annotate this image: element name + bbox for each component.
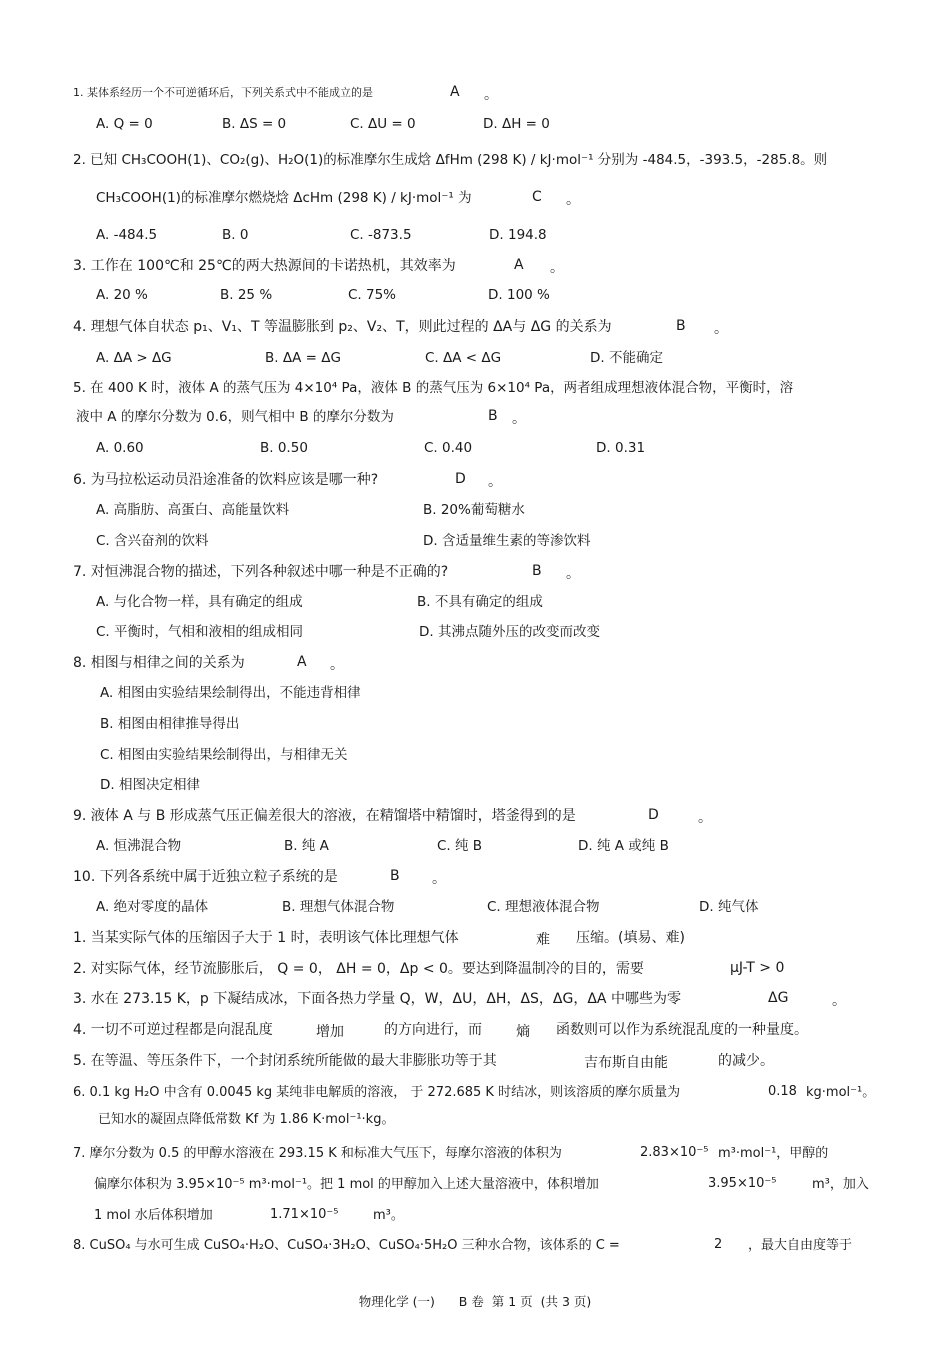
fill7-text-f: m³。 [373,1208,404,1223]
fill6-text-b: kg·mol⁻¹。 [806,1085,876,1100]
fill1-answer: 难 [536,932,550,948]
q9-option-b: B. 纯 A [284,838,329,854]
fill7-answer-1: 2.83×10⁻⁵ [640,1145,709,1160]
q3-option-b: B. 25 % [220,287,273,303]
q5-option-a: A. 0.60 [96,440,144,456]
q10-option-b: B. 理想气体混合物 [282,899,395,915]
fill7-text-d: m³，加入 [812,1177,869,1192]
fill2-text-a: 2. 对实际气体，经节流膨胀后， Q = 0， ΔH = 0，Δp < 0。要达到降温制冷的目的，需要 [73,961,644,977]
q3-stem: 3. 工作在 100℃和 25℃的两大热源间的卡诺热机，其效率为 [73,258,456,274]
q8-option-a: A. 相图由实验结果绘制得出，不能违背相律 [100,685,361,701]
q10-option-d: D. 纯气体 [699,899,759,915]
fill6-text-a: 6. 0.1 kg H₂O 中含有 0.0045 kg 某纯非电解质的溶液， 于 272.685 K 时结冰，则该溶质的摩尔质量为 [73,1085,681,1100]
q4-answer: B [676,318,686,334]
q1-end: 。 [484,87,498,103]
q2-answer: C [532,189,542,205]
q10-option-a: A. 绝对零度的晶体 [96,899,209,915]
fill7-answer-2: 3.95×10⁻⁵ [708,1176,777,1191]
fill3-text-a: 3. 水在 273.15 K，p 下凝结成冰，下面各热力学量 Q，W，ΔU，ΔH，ΔS，ΔG，ΔA 中哪些为零 [73,991,681,1007]
q8-end: 。 [330,657,344,673]
fill5-answer: 吉布斯自由能 [584,1055,668,1071]
q10-stem: 10. 下列各系统中属于近独立粒子系统的是 [73,869,338,885]
q5-line2: 液中 A 的摩尔分数为 0.6，则气相中 B 的摩尔分数为 [76,409,394,425]
q4-option-d: D. 不能确定 [590,350,663,366]
q6-option-b: B. 20%葡萄糖水 [423,502,525,518]
fill4-text-b: 的方向进行，而 [384,1022,482,1038]
fill4-text-c: 函数则可以作为系统混乱度的一种量度。 [556,1022,808,1038]
q9-end: 。 [698,810,712,826]
q5-option-c: C. 0.40 [424,440,473,456]
q2-option-c: C. -873.5 [350,227,412,243]
q2-line2: CH₃COOH(1)的标准摩尔燃烧焓 ΔcHm (298 K) / kJ·mol⁻¹ 为 [96,190,472,206]
fill5-text-a: 5. 在等温、等压条件下，一个封闭系统所能做的最大非膨胀功等于其 [73,1053,497,1069]
q4-end: 。 [714,321,728,337]
fill1-text-b: 压缩。(填易、难) [576,930,685,946]
q7-option-b: B. 不具有确定的组成 [417,594,543,610]
q3-option-d: D. 100 % [488,287,550,303]
fill5-text-b: 的减少。 [718,1053,774,1069]
q4-option-c: C. ΔA < ΔG [425,350,502,366]
fill8-answer: 2 [714,1237,723,1252]
q5-end: 。 [512,411,526,427]
q10-answer: B [390,868,400,884]
q1-option-c: C. ΔU = 0 [350,116,416,132]
q6-option-a: A. 高脂肪、高蛋白、高能量饮料 [96,502,290,518]
q3-option-a: A. 20 % [96,287,148,303]
q7-answer: B [532,563,542,579]
fill6-line2: 已知水的凝固点降低常数 Kf 为 1.86 K·mol⁻¹·kg。 [98,1112,395,1127]
q1-stem: 1. 某体系经历一个不可逆循环后，下列关系式中不能成立的是 [73,86,373,99]
q8-stem: 8. 相图与相律之间的关系为 [73,655,245,671]
q3-answer: A [514,257,524,273]
q4-option-a: A. ΔA > ΔG [96,350,172,366]
q7-end: 。 [566,566,580,582]
q2-option-b: B. 0 [222,227,249,243]
fill4-answer-1: 增加 [316,1024,344,1040]
q8-answer: A [297,654,307,670]
q2-line1: 2. 已知 CH₃COOH(1)、CO₂(g)、H₂O(1)的标准摩尔生成焓 ΔfHm (298 K) / kJ·mol⁻¹ 分别为 -484.5，-393.5，-285.8。则 [73,152,828,168]
q2-end: 。 [566,192,580,208]
page-footer: 物理化学 (一) B 卷 第 1 页 (共 3 页) [358,1294,592,1309]
fill8-text-a: 8. CuSO₄ 与水可生成 CuSO₄·H₂O、CuSO₄·3H₂O、CuSO₄·5H₂O 三种水合物，该体系的 C = [73,1238,620,1253]
q10-end: 。 [432,871,446,887]
fill4-text-a: 4. 一切不可逆过程都是向混乱度 [73,1022,273,1038]
q5-answer: B [488,408,498,424]
fill3-end: 。 [832,993,846,1009]
q9-stem: 9. 液体 A 与 B 形成蒸气压正偏差很大的溶液，在精馏塔中精馏时，塔釜得到的是 [73,808,576,824]
q2-option-a: A. -484.5 [96,227,158,243]
q1-option-b: B. ΔS = 0 [222,116,287,132]
q6-answer: D [455,471,466,487]
q6-option-c: C. 含兴奋剂的饮料 [96,533,209,549]
q9-option-c: C. 纯 B [437,838,483,854]
q10-option-c: C. 理想液体混合物 [487,899,600,915]
fill4-answer-2: 熵 [516,1024,530,1040]
q5-line1: 5. 在 400 K 时，液体 A 的蒸气压为 4×10⁴ Pa，液体 B 的蒸气压为 6×10⁴ Pa，两者组成理想液体混合物，平衡时，溶 [73,380,794,396]
q8-option-c: C. 相图由实验结果绘制得出，与相律无关 [100,747,348,763]
q9-answer: D [648,807,659,823]
q4-option-b: B. ΔA = ΔG [265,350,341,366]
fill8-text-b: ，最大自由度等于 [748,1238,853,1253]
fill3-answer: ΔG [768,990,789,1006]
fill1-text-a: 1. 当某实际气体的压缩因子大于 1 时，表明该气体比理想气体 [73,930,459,946]
q3-end: 。 [550,260,564,276]
q9-option-d: D. 纯 A 或纯 B [578,838,669,854]
q6-end: 。 [488,474,502,490]
q1-answer: A [450,84,460,100]
fill7-answer-3: 1.71×10⁻⁵ [270,1207,339,1222]
fill7-text-a: 7. 摩尔分数为 0.5 的甲醇水溶液在 293.15 K 和标准大气压下，每摩尔溶液的体积为 [73,1146,562,1161]
q8-option-d: D. 相图决定相律 [100,777,200,793]
q7-option-c: C. 平衡时，气相和液相的组成相同 [96,624,304,640]
q5-option-d: D. 0.31 [596,440,646,456]
fill6-answer: 0.18 [768,1084,797,1099]
q6-option-d: D. 含适量维生素的等渗饮料 [423,533,591,549]
q5-option-b: B. 0.50 [260,440,308,456]
q7-option-a: A. 与化合物一样，具有确定的组成 [96,594,303,610]
fill7-text-b: m³·mol⁻¹，甲醇的 [718,1146,829,1161]
q7-stem: 7. 对恒沸混合物的描述，下列各种叙述中哪一种是不正确的? [73,564,449,580]
fill7-text-e: 1 mol 水后体积增加 [94,1208,213,1223]
q7-option-d: D. 其沸点随外压的改变而改变 [419,624,600,640]
q3-option-c: C. 75% [348,287,397,303]
fill7-text-c: 偏摩尔体积为 3.95×10⁻⁵ m³·mol⁻¹。把 1 mol 的甲醇加入上述大量溶液中，体积增加 [94,1177,599,1192]
q9-option-a: A. 恒沸混合物 [96,838,182,854]
q6-stem: 6. 为马拉松运动员沿途准备的饮料应该是哪一种? [73,472,379,488]
q1-option-a: A. Q = 0 [96,116,153,132]
fill2-answer: μJ-T > 0 [730,960,785,976]
q8-option-b: B. 相图由相律推导得出 [100,716,240,732]
q4-stem: 4. 理想气体自状态 p₁、V₁、T 等温膨胀到 p₂、V₂、T，则此过程的 ΔA与 ΔG 的关系为 [73,319,612,335]
q2-option-d: D. 194.8 [489,227,547,243]
q1-option-d: D. ΔH = 0 [483,116,550,132]
